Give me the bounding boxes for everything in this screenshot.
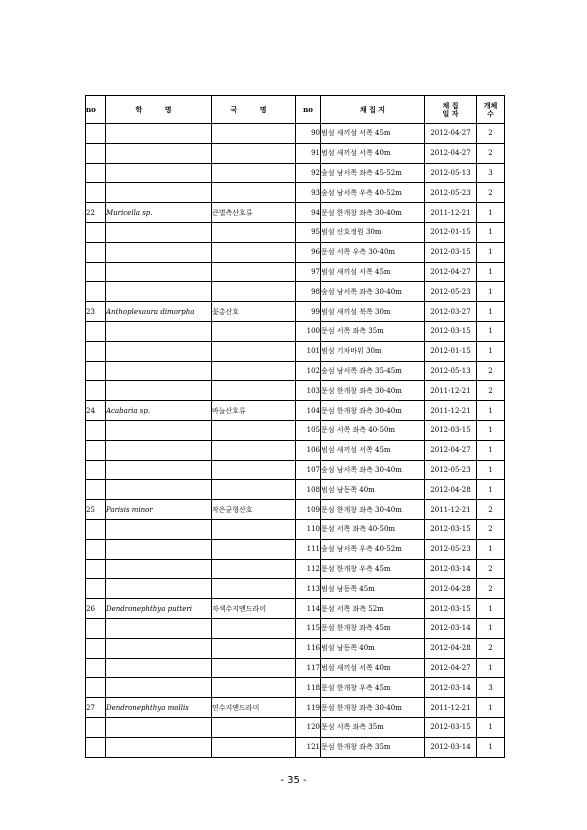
cell-scientific-name: Dendronephthya putteri <box>106 599 212 619</box>
cell-collection-date: 2012-04-27 <box>425 143 477 163</box>
cell-scientific-name <box>106 539 212 559</box>
header-scientific-name: 학 명 <box>106 96 212 124</box>
cell-individual-count: 1 <box>477 321 505 341</box>
cell-no <box>86 242 106 262</box>
cell-collection-date: 2012-03-15 <box>425 519 477 539</box>
cell-individual-count: 1 <box>477 262 505 282</box>
cell-scientific-name <box>106 262 212 282</box>
cell-sample-no: 104 <box>296 401 321 421</box>
cell-individual-count: 1 <box>477 420 505 440</box>
cell-korean-name <box>212 222 296 242</box>
cell-sample-no: 113 <box>296 579 321 599</box>
header-count-line1: 개체 <box>483 100 498 110</box>
cell-scientific-name <box>106 638 212 658</box>
cell-collection-site: 숲섬 남서쪽 우측 40-52m <box>321 183 425 203</box>
cell-no <box>86 143 106 163</box>
cell-collection-date: 2012-05-23 <box>425 183 477 203</box>
cell-no <box>86 420 106 440</box>
cell-collection-date: 2012-04-27 <box>425 440 477 460</box>
cell-sample-no: 102 <box>296 361 321 381</box>
cell-korean-name: 큰별측산호류 <box>212 203 296 223</box>
table-header-row <box>86 96 505 124</box>
cell-no: 22 <box>86 203 106 223</box>
cell-scientific-name <box>106 678 212 698</box>
cell-scientific-name <box>106 381 212 401</box>
cell-scientific-name <box>106 282 212 302</box>
cell-no: 27 <box>86 698 106 718</box>
cell-individual-count: 1 <box>477 222 505 242</box>
cell-sample-no: 96 <box>296 242 321 262</box>
cell-collection-date: 2012-04-28 <box>425 579 477 599</box>
cell-korean-name <box>212 579 296 599</box>
cell-sample-no: 110 <box>296 519 321 539</box>
table-row <box>86 500 505 520</box>
cell-sample-no: 117 <box>296 658 321 678</box>
table-row <box>86 559 505 579</box>
cell-individual-count: 2 <box>477 124 505 144</box>
header-date-line1: 채 집 <box>442 100 459 110</box>
cell-individual-count: 2 <box>477 500 505 520</box>
header-sample-no: no <box>296 96 321 124</box>
cell-sample-no: 114 <box>296 599 321 619</box>
cell-scientific-name <box>106 460 212 480</box>
table-row <box>86 341 505 361</box>
cell-korean-name: 작은균형산호 <box>212 500 296 520</box>
cell-korean-name <box>212 183 296 203</box>
cell-collection-date: 2012-05-13 <box>425 361 477 381</box>
cell-korean-name <box>212 242 296 262</box>
table-row <box>86 440 505 460</box>
cell-collection-site: 문섬 한개창 좌측 30-40m <box>321 500 425 520</box>
cell-collection-date: 2011-12-21 <box>425 698 477 718</box>
cell-individual-count: 2 <box>477 143 505 163</box>
cell-korean-name <box>212 638 296 658</box>
cell-collection-site: 문섬 한개창 우측 45m <box>321 678 425 698</box>
cell-korean-name <box>212 460 296 480</box>
cell-scientific-name <box>106 440 212 460</box>
cell-scientific-name <box>106 124 212 144</box>
cell-sample-no: 119 <box>296 698 321 718</box>
table-row <box>86 737 505 757</box>
cell-korean-name <box>212 361 296 381</box>
cell-collection-site: 범섬 새끼섬 서쪽 45m <box>321 440 425 460</box>
cell-scientific-name: Dendronephthya mollis <box>106 698 212 718</box>
cell-sample-no: 116 <box>296 638 321 658</box>
table-row <box>86 163 505 183</box>
cell-collection-date: 2012-03-15 <box>425 242 477 262</box>
cell-collection-date: 2012-04-28 <box>425 638 477 658</box>
cell-scientific-name <box>106 717 212 737</box>
cell-sample-no: 91 <box>296 143 321 163</box>
cell-korean-name <box>212 282 296 302</box>
cell-collection-site: 범섬 기차바위 30m <box>321 341 425 361</box>
cell-scientific-name: Parisis minor <box>106 500 212 520</box>
cell-korean-name <box>212 559 296 579</box>
cell-collection-date: 2012-03-15 <box>425 321 477 341</box>
cell-sample-no: 99 <box>296 302 321 322</box>
cell-sample-no: 98 <box>296 282 321 302</box>
cell-no <box>86 678 106 698</box>
cell-collection-site: 문섬 서쪽 우측 30-40m <box>321 242 425 262</box>
header-count-line2: 수 <box>487 108 494 118</box>
cell-korean-name <box>212 124 296 144</box>
table-row <box>86 302 505 322</box>
table-row <box>86 460 505 480</box>
cell-collection-site: 숲섬 남서쪽 좌측 30-40m <box>321 460 425 480</box>
cell-no <box>86 539 106 559</box>
cell-collection-site: 범섬 새끼섬 북쪽 30m <box>321 302 425 322</box>
cell-korean-name <box>212 440 296 460</box>
cell-no <box>86 282 106 302</box>
cell-individual-count: 2 <box>477 579 505 599</box>
table-row <box>86 381 505 401</box>
cell-individual-count: 1 <box>477 460 505 480</box>
cell-sample-no: 103 <box>296 381 321 401</box>
table-row <box>86 124 505 144</box>
cell-sample-no: 118 <box>296 678 321 698</box>
header-collection-site: 채 집 지 <box>321 96 425 124</box>
cell-collection-date: 2012-03-14 <box>425 678 477 698</box>
cell-sample-no: 100 <box>296 321 321 341</box>
cell-individual-count: 1 <box>477 618 505 638</box>
cell-individual-count: 1 <box>477 658 505 678</box>
cell-korean-name <box>212 381 296 401</box>
cell-scientific-name <box>106 361 212 381</box>
cell-scientific-name <box>106 341 212 361</box>
cell-korean-name: 연수지맨드라미 <box>212 698 296 718</box>
table-row <box>86 519 505 539</box>
cell-individual-count: 1 <box>477 440 505 460</box>
cell-korean-name <box>212 717 296 737</box>
cell-collection-date: 2012-05-23 <box>425 539 477 559</box>
cell-no: 26 <box>86 599 106 619</box>
cell-individual-count: 2 <box>477 519 505 539</box>
cell-sample-no: 111 <box>296 539 321 559</box>
table-row <box>86 222 505 242</box>
cell-collection-site: 범섬 새끼섬 서쪽 40m <box>321 658 425 678</box>
cell-korean-name <box>212 163 296 183</box>
cell-no <box>86 262 106 282</box>
cell-collection-date: 2012-05-23 <box>425 460 477 480</box>
cell-collection-date: 2012-03-14 <box>425 618 477 638</box>
cell-individual-count: 1 <box>477 717 505 737</box>
cell-no <box>86 480 106 500</box>
cell-collection-date: 2012-03-15 <box>425 599 477 619</box>
table-row <box>86 321 505 341</box>
cell-collection-site: 문섬 한개창 좌측 30-40m <box>321 381 425 401</box>
cell-collection-site: 숲섬 남서쪽 좌측 30-40m <box>321 282 425 302</box>
cell-collection-date: 2012-04-27 <box>425 124 477 144</box>
cell-collection-site: 문섬 한개창 좌측 35m <box>321 737 425 757</box>
cell-korean-name: 꽃총산호 <box>212 302 296 322</box>
cell-collection-date: 2012-04-27 <box>425 658 477 678</box>
cell-sample-no: 97 <box>296 262 321 282</box>
table-row <box>86 143 505 163</box>
cell-collection-date: 2012-01-15 <box>425 222 477 242</box>
cell-scientific-name <box>106 183 212 203</box>
table-row <box>86 658 505 678</box>
cell-sample-no: 93 <box>296 183 321 203</box>
cell-korean-name: 자색수지맨드라미 <box>212 599 296 619</box>
cell-sample-no: 101 <box>296 341 321 361</box>
cell-no: 23 <box>86 302 106 322</box>
header-date-line2: 일 자 <box>442 108 459 118</box>
cell-individual-count: 2 <box>477 183 505 203</box>
cell-collection-date: 2011-12-21 <box>425 500 477 520</box>
cell-individual-count: 2 <box>477 638 505 658</box>
cell-no <box>86 381 106 401</box>
cell-individual-count: 1 <box>477 599 505 619</box>
cell-sample-no: 112 <box>296 559 321 579</box>
cell-no <box>86 440 106 460</box>
cell-scientific-name: Acabaria sp. <box>106 401 212 421</box>
header-korean-name: 국 명 <box>212 96 296 124</box>
cell-sample-no: 94 <box>296 203 321 223</box>
cell-individual-count: 1 <box>477 341 505 361</box>
cell-collection-date: 2012-03-15 <box>425 717 477 737</box>
cell-collection-site: 문섬 서쪽 좌측 40-50m <box>321 420 425 440</box>
cell-collection-site: 문섬 한개창 좌측 30-40m <box>321 401 425 421</box>
cell-no: 24 <box>86 401 106 421</box>
cell-no <box>86 183 106 203</box>
cell-no <box>86 618 106 638</box>
table-row <box>86 638 505 658</box>
cell-collection-site: 문섬 서쪽 좌측 52m <box>321 599 425 619</box>
cell-collection-date: 2011-12-21 <box>425 381 477 401</box>
cell-collection-site: 범섬 새끼섬 서쪽 40m <box>321 143 425 163</box>
cell-korean-name <box>212 341 296 361</box>
cell-no: 25 <box>86 500 106 520</box>
cell-no <box>86 717 106 737</box>
cell-no <box>86 222 106 242</box>
cell-no <box>86 658 106 678</box>
table-row <box>86 262 505 282</box>
cell-individual-count: 1 <box>477 282 505 302</box>
cell-no <box>86 638 106 658</box>
cell-no <box>86 737 106 757</box>
cell-sample-no: 121 <box>296 737 321 757</box>
cell-individual-count: 1 <box>477 203 505 223</box>
cell-scientific-name <box>106 143 212 163</box>
cell-individual-count: 1 <box>477 698 505 718</box>
cell-collection-site: 문섬 한개창 좌측 45m <box>321 618 425 638</box>
cell-collection-date: 2012-03-14 <box>425 559 477 579</box>
cell-scientific-name <box>106 480 212 500</box>
cell-sample-no: 120 <box>296 717 321 737</box>
cell-korean-name <box>212 321 296 341</box>
cell-no <box>86 559 106 579</box>
cell-collection-site: 범섬 새끼섬 서쪽 45m <box>321 262 425 282</box>
table-row <box>86 420 505 440</box>
cell-individual-count: 1 <box>477 539 505 559</box>
cell-korean-name <box>212 420 296 440</box>
cell-no <box>86 341 106 361</box>
cell-collection-date: 2012-05-23 <box>425 282 477 302</box>
cell-collection-date: 2012-04-27 <box>425 262 477 282</box>
cell-no <box>86 361 106 381</box>
table-row <box>86 183 505 203</box>
cell-scientific-name <box>106 618 212 638</box>
table-row <box>86 599 505 619</box>
cell-collection-date: 2012-01-15 <box>425 341 477 361</box>
cell-no <box>86 519 106 539</box>
cell-korean-name <box>212 618 296 638</box>
cell-collection-site: 문섬 서쪽 좌측 40-50m <box>321 519 425 539</box>
cell-scientific-name <box>106 559 212 579</box>
cell-sample-no: 115 <box>296 618 321 638</box>
cell-no <box>86 163 106 183</box>
cell-individual-count: 3 <box>477 163 505 183</box>
cell-collection-site: 범섬 남동쪽 40m <box>321 480 425 500</box>
cell-korean-name <box>212 143 296 163</box>
cell-collection-site: 숲섬 남서쪽 우측 40-52m <box>321 539 425 559</box>
cell-scientific-name: Anthoplexaura dimorpha <box>106 302 212 322</box>
specimen-table <box>85 95 505 758</box>
cell-collection-site: 문섬 서쪽 좌측 35m <box>321 717 425 737</box>
cell-collection-site: 범섬 새끼섬 서쪽 45m <box>321 124 425 144</box>
cell-collection-site: 문섬 한개창 좌측 30-40m <box>321 698 425 718</box>
cell-sample-no: 109 <box>296 500 321 520</box>
table-row <box>86 480 505 500</box>
table-row <box>86 401 505 421</box>
cell-scientific-name: Muricella sp. <box>106 203 212 223</box>
cell-scientific-name <box>106 222 212 242</box>
cell-no <box>86 460 106 480</box>
cell-scientific-name <box>106 658 212 678</box>
cell-collection-site: 범섬 남동쪽 45m <box>321 579 425 599</box>
cell-individual-count: 1 <box>477 242 505 262</box>
cell-collection-date: 2011-12-21 <box>425 401 477 421</box>
page-number: - 35 - <box>280 775 307 786</box>
table-row <box>86 539 505 559</box>
cell-scientific-name <box>106 579 212 599</box>
cell-individual-count: 1 <box>477 480 505 500</box>
cell-individual-count: 2 <box>477 361 505 381</box>
table-row <box>86 361 505 381</box>
cell-collection-date: 2012-03-27 <box>425 302 477 322</box>
cell-individual-count: 1 <box>477 401 505 421</box>
cell-no <box>86 124 106 144</box>
table-row <box>86 678 505 698</box>
table-row <box>86 717 505 737</box>
cell-korean-name <box>212 678 296 698</box>
cell-collection-site: 숲섬 남서쪽 좌측 35-45m <box>321 361 425 381</box>
cell-no <box>86 579 106 599</box>
cell-collection-site: 문섬 한개창 좌측 30-40m <box>321 203 425 223</box>
table-body <box>86 124 505 758</box>
cell-sample-no: 92 <box>296 163 321 183</box>
cell-collection-date: 2012-03-14 <box>425 737 477 757</box>
cell-sample-no: 105 <box>296 420 321 440</box>
table-row <box>86 282 505 302</box>
table-row <box>86 579 505 599</box>
cell-individual-count: 1 <box>477 302 505 322</box>
cell-korean-name <box>212 658 296 678</box>
cell-individual-count: 1 <box>477 737 505 757</box>
cell-korean-name <box>212 480 296 500</box>
cell-scientific-name <box>106 737 212 757</box>
cell-korean-name <box>212 519 296 539</box>
table-row <box>86 203 505 223</box>
cell-collection-date: 2012-05-13 <box>425 163 477 183</box>
cell-korean-name: 바늘산호류 <box>212 401 296 421</box>
table-row <box>86 698 505 718</box>
cell-sample-no: 107 <box>296 460 321 480</box>
header-no: no <box>86 96 106 124</box>
cell-collection-site: 숲섬 남서쪽 좌측 45-52m <box>321 163 425 183</box>
table-row <box>86 618 505 638</box>
cell-scientific-name <box>106 420 212 440</box>
cell-korean-name <box>212 262 296 282</box>
cell-collection-site: 문섬 한개창 우측 45m <box>321 559 425 579</box>
cell-collection-site: 범섬 남동쪽 40m <box>321 638 425 658</box>
cell-individual-count: 3 <box>477 678 505 698</box>
cell-scientific-name <box>106 163 212 183</box>
cell-collection-site: 범섬 산호정원 30m <box>321 222 425 242</box>
cell-collection-date: 2012-03-15 <box>425 420 477 440</box>
cell-scientific-name <box>106 321 212 341</box>
cell-scientific-name <box>106 242 212 262</box>
cell-korean-name <box>212 539 296 559</box>
table-row <box>86 242 505 262</box>
cell-sample-no: 90 <box>296 124 321 144</box>
cell-sample-no: 108 <box>296 480 321 500</box>
header-individual-count <box>477 96 505 124</box>
cell-scientific-name <box>106 519 212 539</box>
cell-no <box>86 321 106 341</box>
header-collection-date <box>425 96 477 124</box>
cell-korean-name <box>212 737 296 757</box>
cell-collection-date: 2012-04-28 <box>425 480 477 500</box>
cell-individual-count: 2 <box>477 381 505 401</box>
cell-sample-no: 106 <box>296 440 321 460</box>
cell-sample-no: 95 <box>296 222 321 242</box>
cell-collection-site: 문섬 서쪽 좌측 35m <box>321 321 425 341</box>
cell-individual-count: 2 <box>477 559 505 579</box>
cell-collection-date: 2011-12-21 <box>425 203 477 223</box>
